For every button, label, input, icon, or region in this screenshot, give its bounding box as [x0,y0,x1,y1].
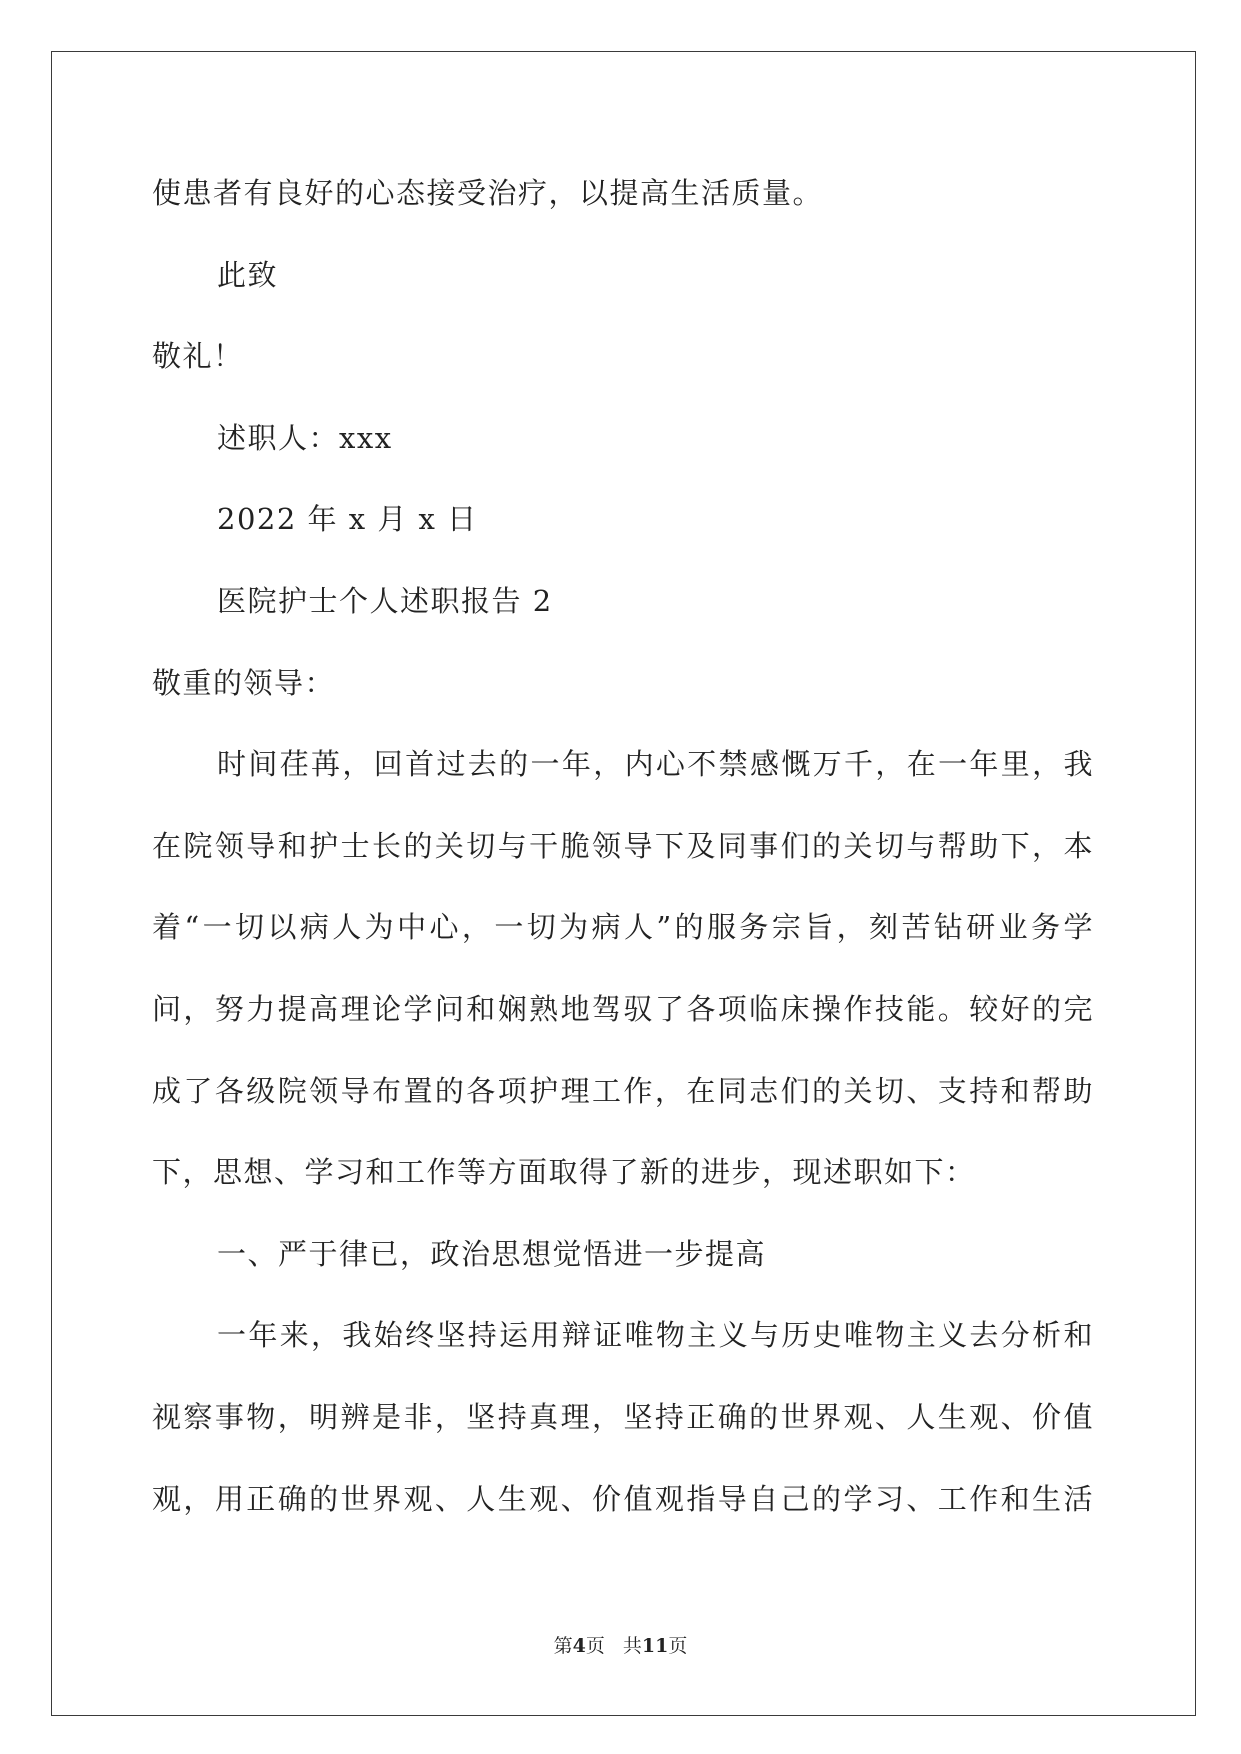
total-pages: 11 [641,1635,669,1657]
page-number: 4 [572,1635,586,1657]
document-body [152,153,1094,1540]
intro-paragraph-line: 成了各级院领导布置的各项护理工作，在同志们的关切、支持和帮助 [152,1073,1094,1108]
section-heading: 一、严于律已，政治思想觉悟进一步提高 [217,1236,767,1271]
intro-paragraph-line: 在院领导和护士长的关切与干脆领导下及同事们的关切与帮助下，本 [152,828,1094,863]
date-line: 2022 年 x 月 x 日 [217,502,478,537]
page-label-prefix: 第 [553,1635,573,1657]
closing-phrase: 此致 [217,257,279,292]
signature-line: 述职人：xxx [217,420,393,455]
intro-paragraph-line: 问，努力提高理论学问和娴熟地驾驭了各项临床操作技能。较好的完 [152,991,1094,1026]
intro-paragraph-line: 着“一切以病人为中心，一切为病人”的服务宗旨，刻苦钻研业务学 [152,910,1094,945]
section-paragraph-line: 观，用正确的世界观、人生观、价值观指导自己的学习、工作和生活 [152,1481,1094,1516]
greeting-line: 敬重的领导： [152,665,336,700]
section-paragraph-line: 一年来，我始终坚持运用辩证唯物主义与历史唯物主义去分析和 [217,1318,1094,1353]
continuation-line: 使患者有良好的心态接受治疗，以提高生活质量。 [152,176,824,210]
section-paragraph-line: 视察事物，明辨是非，坚持真理，坚持正确的世界观、人生观、价值 [152,1399,1094,1434]
total-label-suffix: 页 [668,1635,688,1657]
page-label-suffix: 页 [585,1635,605,1657]
intro-paragraph-line: 时间荏苒，回首过去的一年，内心不禁感慨万千，在一年里，我 [217,747,1094,782]
total-label-prefix: 共 [622,1635,642,1657]
intro-paragraph-line: 下，思想、学习和工作等方面取得了新的进步，现述职如下： [152,1155,976,1190]
salute-phrase: 敬礼！ [152,339,244,374]
page-footer [0,1633,1241,1659]
report-title: 医院护士个人述职报告 2 [217,583,553,618]
